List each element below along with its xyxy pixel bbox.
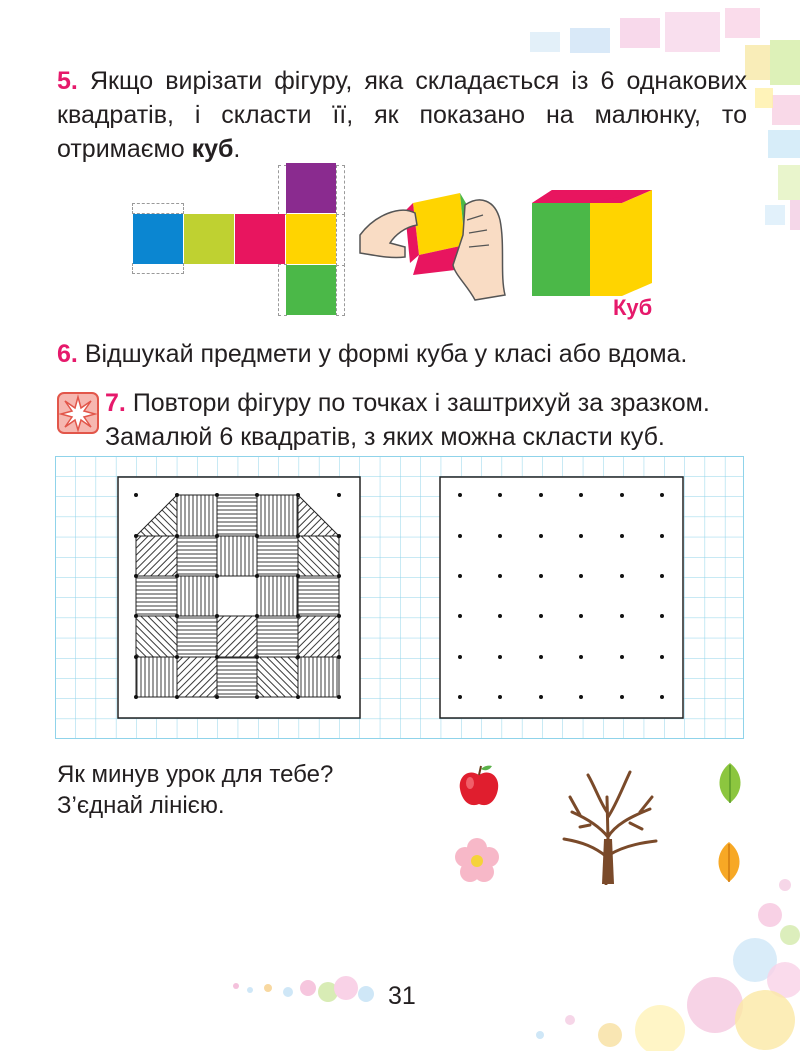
net-square-green bbox=[286, 265, 336, 315]
grid-exercise bbox=[55, 456, 744, 739]
reflection-line-1: Як минув урок для тебе? bbox=[57, 761, 334, 788]
cube-label: Куб bbox=[613, 295, 653, 320]
task-5-body: Якщо вирізати фігуру, яка складається із 6 однакових квадратів, і скласти її, як показано на малюнку, то отримаємо bbox=[57, 67, 748, 163]
net-tab bbox=[336, 165, 345, 215]
net-square-yellow bbox=[286, 214, 336, 264]
net-tab bbox=[132, 203, 184, 214]
page-number-decoration bbox=[228, 968, 378, 1008]
net-square-blue bbox=[133, 214, 183, 264]
net-tab bbox=[336, 214, 345, 266]
green-leaf-icon[interactable] bbox=[715, 761, 745, 805]
task-7-body: Повтори фігуру по точках і заштрихуй за зразком. Замалюй 6 квадратів, з яких можна скласти куб. bbox=[105, 389, 710, 451]
star-badge-icon bbox=[57, 392, 99, 434]
task-5-text bbox=[57, 64, 747, 166]
task-5-end: . bbox=[233, 135, 241, 163]
net-tab bbox=[336, 264, 345, 316]
hands-folding-cube-illustration bbox=[355, 175, 525, 305]
cube-illustration bbox=[530, 188, 655, 298]
task-7-number: 7. bbox=[105, 389, 126, 417]
page-number: 31 bbox=[388, 982, 416, 1010]
task-6-number: 6. bbox=[57, 340, 78, 368]
net-square-purple bbox=[286, 163, 336, 213]
orange-leaf-icon[interactable] bbox=[713, 840, 745, 884]
net-tab bbox=[132, 263, 184, 274]
task-7-text bbox=[105, 386, 750, 454]
sample-hatched-figure bbox=[136, 495, 339, 697]
task-5-bold-word: куб bbox=[191, 135, 234, 163]
corner-decoration-bottom bbox=[500, 860, 800, 1051]
bare-tree-icon[interactable] bbox=[560, 767, 660, 885]
reflection-question bbox=[57, 759, 437, 821]
apple-icon[interactable] bbox=[456, 763, 502, 809]
task-6-body: Відшукай предмети у формі куба у класі або вдома. bbox=[84, 340, 688, 368]
net-square-pink bbox=[235, 214, 285, 264]
reflection-line-2: З’єднай лінією. bbox=[57, 792, 225, 819]
task-5-number: 5. bbox=[57, 67, 78, 95]
net-square-lime bbox=[184, 214, 234, 264]
task-6-text bbox=[57, 337, 757, 371]
flower-icon[interactable] bbox=[453, 836, 501, 884]
